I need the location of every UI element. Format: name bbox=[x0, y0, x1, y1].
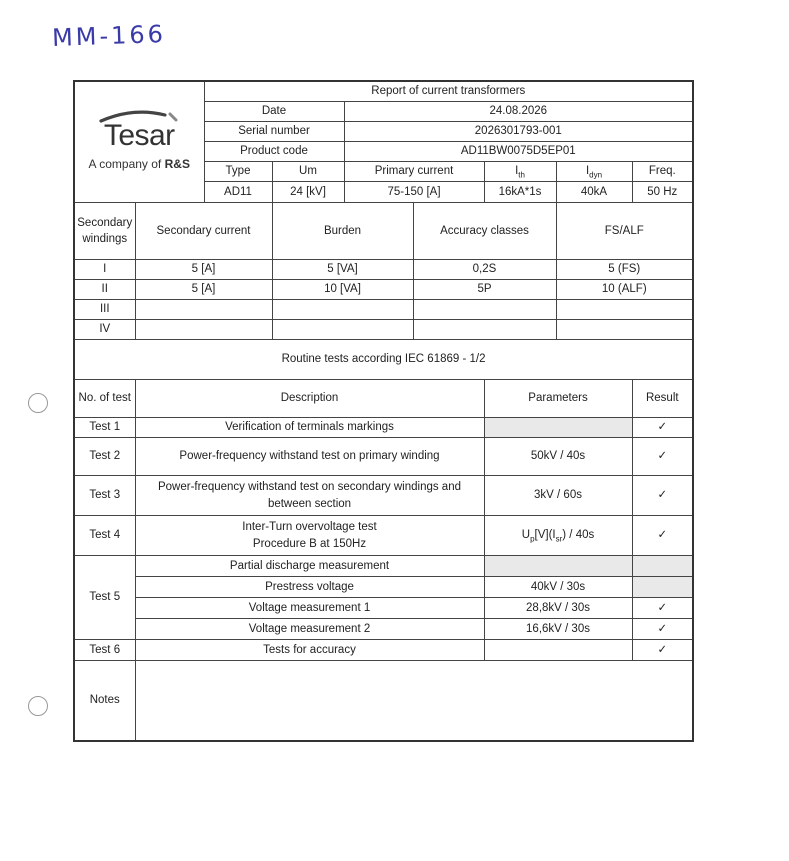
test-description-line: between section bbox=[267, 497, 352, 510]
test-row bbox=[74, 556, 693, 577]
um-value: 24 [kV] bbox=[272, 182, 344, 203]
handwritten-reference: MM-166 bbox=[51, 20, 167, 52]
winding-current: 5 [A] bbox=[135, 260, 272, 280]
notes-area bbox=[135, 661, 693, 741]
winding-fs-alf bbox=[556, 320, 693, 340]
table-row bbox=[74, 300, 693, 320]
checkmark-icon: ✓ bbox=[632, 418, 693, 438]
um-label: Um bbox=[272, 161, 344, 181]
test-description-line: Procedure B at 150Hz bbox=[252, 537, 367, 550]
logo-tagline: A company of R&S bbox=[88, 157, 190, 172]
secondary-current-header: Secondary current bbox=[135, 203, 272, 260]
test-description: Voltage measurement 1 bbox=[135, 598, 484, 619]
test-row bbox=[74, 476, 693, 516]
test-number: Test 5 bbox=[74, 556, 135, 640]
fs-alf-header: FS/ALF bbox=[556, 203, 693, 260]
primary-current-value: 75-150 [A] bbox=[344, 182, 484, 203]
test-description: Prestress voltage bbox=[135, 577, 484, 598]
type-label: Type bbox=[204, 161, 272, 181]
winding-accuracy bbox=[413, 320, 556, 340]
test-description bbox=[135, 516, 484, 556]
primary-current-label: Primary current bbox=[344, 161, 484, 181]
checkmark-icon: ✓ bbox=[632, 438, 693, 476]
test-row bbox=[74, 418, 693, 438]
idyn-label: $I_{dyn}$ bbox=[556, 161, 632, 181]
table-row bbox=[74, 320, 693, 340]
test-parameters: 50kV / 40s bbox=[484, 438, 632, 476]
test-description-line: Power-frequency withstand test on secondary windings and bbox=[157, 481, 461, 494]
winding-id: IV bbox=[74, 320, 135, 340]
test-number: Test 4 bbox=[74, 516, 135, 556]
checkmark-icon: ✓ bbox=[632, 476, 693, 516]
parameters-header: Parameters bbox=[484, 380, 632, 418]
table-row bbox=[74, 280, 693, 300]
product-code-label: Product code bbox=[204, 141, 344, 161]
winding-id: I bbox=[74, 260, 135, 280]
company-logo bbox=[74, 81, 204, 203]
test-description: Power-frequency withstand test on primary winding bbox=[135, 438, 484, 476]
test-row bbox=[74, 577, 693, 598]
test-result bbox=[632, 577, 693, 598]
winding-fs-alf: 10 (ALF) bbox=[556, 280, 693, 300]
test-description-line: Inter-Turn overvoltage test bbox=[242, 521, 377, 534]
winding-current: 5 [A] bbox=[135, 280, 272, 300]
table-row bbox=[74, 260, 693, 280]
test-parameters: 3kV / 60s bbox=[484, 476, 632, 516]
test-row bbox=[74, 598, 693, 619]
test-parameters: 16,6kV / 30s bbox=[484, 619, 632, 640]
test-parameters: $U_p[V](I_{sr}) / 40s$ bbox=[484, 516, 632, 556]
result-header: Result bbox=[632, 380, 693, 418]
checkmark-icon: ✓ bbox=[632, 516, 693, 556]
winding-burden: 10 [VA] bbox=[272, 280, 413, 300]
report-title: Report of current transformers bbox=[204, 81, 693, 101]
test-row bbox=[74, 516, 693, 556]
winding-accuracy: 0,2S bbox=[413, 260, 556, 280]
test-description: Verification of terminals markings bbox=[135, 418, 484, 438]
winding-burden: 5 [VA] bbox=[272, 260, 413, 280]
winding-fs-alf: 5 (FS) bbox=[556, 260, 693, 280]
type-value: AD11 bbox=[204, 182, 272, 203]
frequency-label: Freq. bbox=[632, 161, 693, 181]
winding-fs-alf bbox=[556, 300, 693, 320]
test-number: Test 2 bbox=[74, 438, 135, 476]
burden-header: Burden bbox=[272, 203, 413, 260]
checkmark-icon: ✓ bbox=[632, 598, 693, 619]
date-value: 24.08.2026 bbox=[344, 101, 693, 121]
ith-label: $I_{th}$ bbox=[484, 161, 556, 181]
test-result bbox=[632, 556, 693, 577]
test-parameters: 28,8kV / 30s bbox=[484, 598, 632, 619]
ith-value: 16kA*1s bbox=[484, 182, 556, 203]
serial-label: Serial number bbox=[204, 121, 344, 141]
routine-tests-title: Routine tests according IEC 61869 - 1/2 bbox=[74, 340, 693, 380]
accuracy-classes-header: Accuracy classes bbox=[413, 203, 556, 260]
winding-id: II bbox=[74, 280, 135, 300]
test-no-header: No. of test bbox=[74, 380, 135, 418]
punch-hole bbox=[28, 393, 48, 413]
test-description bbox=[135, 476, 484, 516]
notes-label: Notes bbox=[74, 661, 135, 741]
checkmark-icon: ✓ bbox=[632, 640, 693, 661]
date-label: Date bbox=[204, 101, 344, 121]
test-parameters bbox=[484, 640, 632, 661]
test-number: Test 3 bbox=[74, 476, 135, 516]
winding-current bbox=[135, 320, 272, 340]
winding-burden bbox=[272, 320, 413, 340]
test-number: Test 6 bbox=[74, 640, 135, 661]
winding-current bbox=[135, 300, 272, 320]
test-description: Voltage measurement 2 bbox=[135, 619, 484, 640]
windings-header: Secondary windings bbox=[74, 203, 135, 260]
test-parameters: 40kV / 30s bbox=[484, 577, 632, 598]
punch-hole bbox=[28, 696, 48, 716]
description-header: Description bbox=[135, 380, 484, 418]
winding-id: III bbox=[74, 300, 135, 320]
serial-value: 2026301793-001 bbox=[344, 121, 693, 141]
winding-accuracy: 5P bbox=[413, 280, 556, 300]
product-code-value: AD11BW0075D5EP01 bbox=[344, 141, 693, 161]
logo-name: Tesar bbox=[103, 119, 175, 153]
test-parameters bbox=[484, 418, 632, 438]
test-description: Tests for accuracy bbox=[135, 640, 484, 661]
winding-burden bbox=[272, 300, 413, 320]
report-form bbox=[73, 80, 694, 742]
frequency-value: 50 Hz bbox=[632, 182, 693, 203]
test-description: Partial discharge measurement bbox=[135, 556, 484, 577]
idyn-value: 40kA bbox=[556, 182, 632, 203]
test-row bbox=[74, 619, 693, 640]
test-number: Test 1 bbox=[74, 418, 135, 438]
test-row bbox=[74, 438, 693, 476]
checkmark-icon: ✓ bbox=[632, 619, 693, 640]
test-parameters bbox=[484, 556, 632, 577]
test-row bbox=[74, 640, 693, 661]
winding-accuracy bbox=[413, 300, 556, 320]
